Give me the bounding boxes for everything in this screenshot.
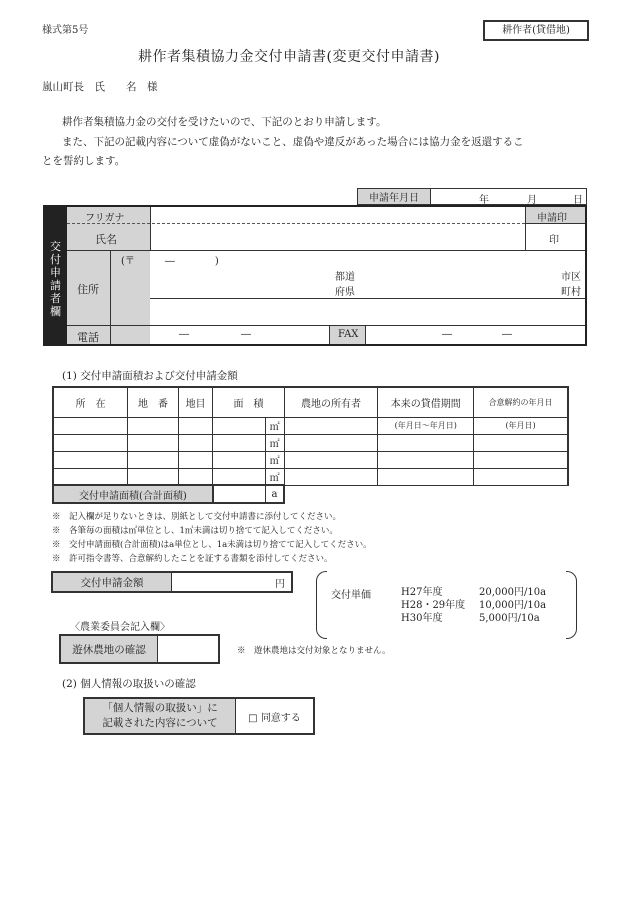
seal-mark: 印: [549, 235, 559, 246]
amount-unit: 円: [275, 578, 285, 590]
idle-farmland-note: ※ 遊休農地は交付対象となりません。: [237, 646, 391, 656]
col-land-category: 地目: [178, 387, 213, 417]
consent-table: [83, 697, 315, 735]
phone-label: 電話: [77, 331, 99, 344]
postal-code: (〒 ― ): [121, 256, 219, 267]
intro-line-3: とを誓約します。: [42, 155, 126, 167]
table-row: ㎡ (年月日～年月日) (年月日): [53, 417, 568, 434]
consent-option[interactable]: [236, 698, 315, 734]
period-hint[interactable]: (年月日～年月日): [378, 417, 474, 434]
total-area-label: 交付申請面積(合計面積): [53, 485, 213, 503]
idle-farmland-label: 遊休農地の確認: [60, 635, 158, 663]
furigana-label: フリガナ: [85, 213, 125, 224]
name-input[interactable]: [151, 225, 524, 249]
city-shiku: 市区: [561, 272, 581, 283]
applicant-type-badge: 耕作者(貸借地): [483, 20, 589, 41]
col-lease-period: 本来の貸借期間: [378, 387, 474, 417]
date-year: 年: [479, 195, 489, 206]
unit-price-label: 交付単価: [331, 590, 371, 601]
col-location: 所 在: [53, 387, 128, 417]
unit-are: a: [265, 485, 284, 503]
section1-heading: (1) 交付申請面積および交付申請金額: [62, 370, 238, 382]
applicant-section: [43, 205, 587, 346]
col-owner: 農地の所有者: [284, 387, 378, 417]
fax-label: FAX: [338, 329, 359, 340]
amount-table: [51, 571, 293, 593]
table-row: ㎡: [53, 451, 568, 468]
intro-line-2: また、下記の記載内容について虚偽がないこと、虚偽や違反があった場合には協力金を返還するこ: [62, 136, 524, 148]
address-label: 住所: [77, 283, 99, 296]
note-item: ※ 記入欄が足りないときは、別紙として交付申請書に添付してください。: [52, 512, 342, 522]
fax-input[interactable]: ― ―: [442, 329, 512, 340]
intro-line-1: 耕作者集積協力金の交付を受けたいので、下記のとおり申請します。: [62, 116, 387, 128]
date-hint[interactable]: (年月日): [474, 417, 568, 434]
committee-heading: 〈農業委員会記入欄〉: [70, 622, 170, 633]
unit-price-item: H27年度 20,000円/10a: [401, 587, 547, 598]
name-label: 氏名: [95, 233, 117, 246]
idle-farmland-table: [59, 634, 220, 664]
applicant-side-label: 交 付 申 請 者 欄: [45, 207, 67, 344]
note-item: ※ 許可指令書等、合意解約したことを証する書類を添付してください。: [52, 554, 333, 564]
note-item: ※ 各筆毎の面積は㎡単位とし、1㎡未満は切り捨てて記入してください。: [52, 526, 338, 536]
table-row: ㎡: [53, 434, 568, 451]
col-termination-date: 合意解約の年月日: [474, 387, 568, 417]
address-input[interactable]: [111, 251, 585, 325]
amount-input[interactable]: [172, 572, 293, 592]
seal-label: 申請印: [537, 213, 567, 224]
consent-text: 同意する: [260, 712, 301, 724]
total-area-input[interactable]: [213, 485, 265, 503]
addressee: 嵐山町長 氏 名 様: [42, 81, 158, 93]
total-row: [53, 485, 568, 503]
city-chouson: 町村: [561, 287, 581, 298]
phone-input[interactable]: ― ―: [179, 329, 251, 340]
application-date-table: [357, 188, 587, 205]
amount-label: 交付申請金額: [52, 572, 172, 592]
col-area: 面 積: [213, 387, 284, 417]
application-date-field[interactable]: [431, 189, 587, 205]
prefecture-fuken: 府県: [335, 287, 355, 298]
note-item: ※ 交付申請面積(合計面積)はa単位とし、1a未満は切り捨てて記入してください。: [52, 540, 372, 550]
area-table: [52, 386, 569, 504]
section2-heading: (2) 個人情報の取扱いの確認: [62, 678, 196, 690]
consent-label: 「個人情報の取扱い」に 記載された内容について: [84, 698, 236, 734]
notes-list: [52, 510, 372, 566]
idle-farmland-input[interactable]: [158, 635, 220, 663]
form-number: 様式第5号: [42, 25, 89, 36]
table-row: ㎡: [53, 468, 568, 485]
application-date-label: 申請年月日: [358, 189, 431, 205]
unit-price-list: [401, 586, 546, 625]
col-lot-number: 地 番: [128, 387, 179, 417]
unit-price-item: H28・29年度 10,000円/10a: [401, 600, 547, 611]
table-header-row: [53, 387, 568, 417]
consent-checkbox[interactable]: □: [248, 712, 258, 724]
date-day: 日: [573, 195, 583, 206]
furigana-input[interactable]: [151, 208, 524, 222]
date-month: 月: [527, 195, 537, 206]
prefecture-todo: 都道: [335, 272, 355, 283]
page-title: 耕作者集積協力金交付申請書(変更交付申請書): [138, 49, 440, 65]
unit-price-item: H30年度 5,000円/10a: [401, 613, 540, 624]
